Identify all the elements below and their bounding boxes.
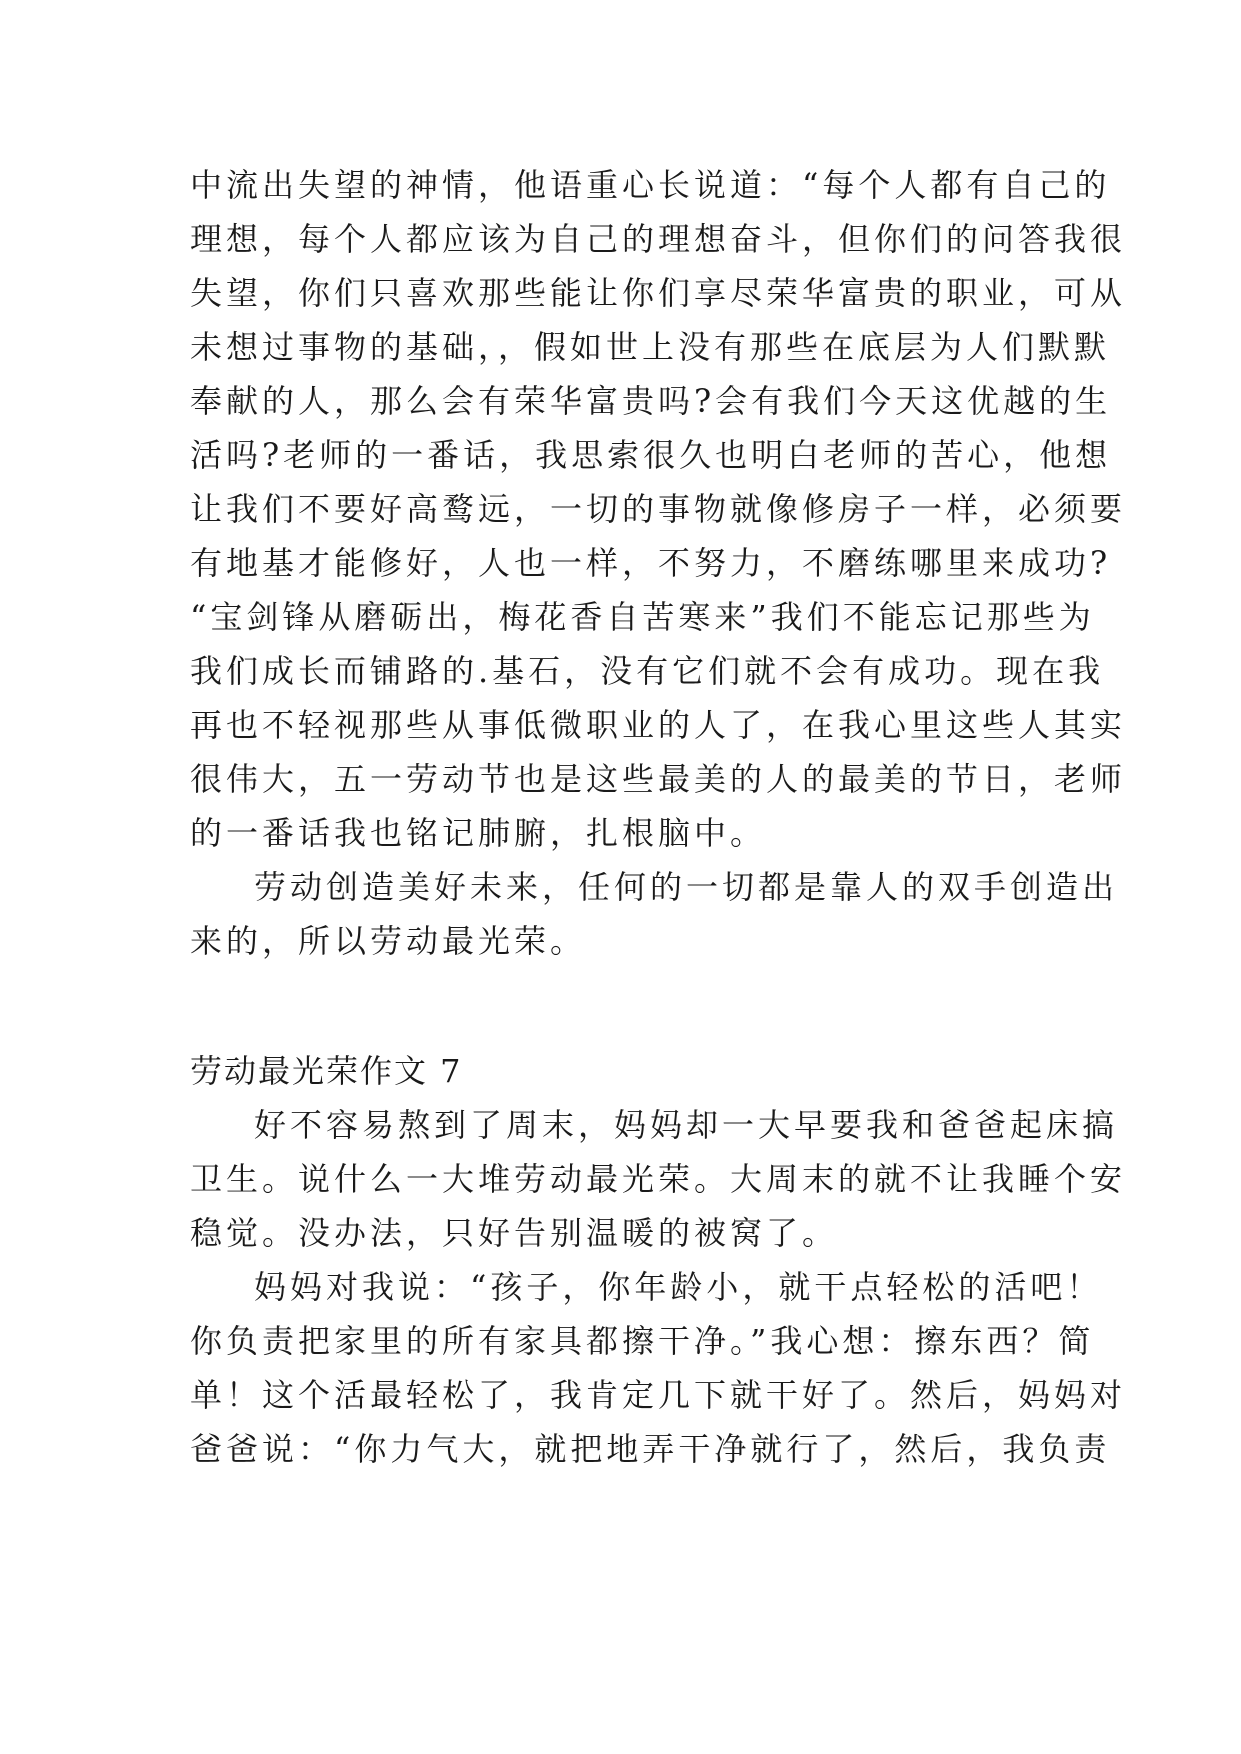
text-line: “宝剑锋从磨砺出，梅花香自苦寒来”我们不能忘记那些为 xyxy=(190,598,1095,636)
text-line: 有地基才能修好，人也一样，不努力，不磨练哪里来成功? xyxy=(190,544,1112,582)
text-line: 活吗?老师的一番话，我思索很久也明白老师的苦心，他想 xyxy=(190,436,1112,474)
text-line: 卫生。说什么一大堆劳动最光荣。大周末的就不让我睡个安 xyxy=(190,1160,1127,1198)
text-line: 妈妈对我说：“孩子，你年龄小，就干点轻松的活吧！ xyxy=(254,1268,1103,1306)
document-body xyxy=(190,158,1127,1476)
text-line: 单！这个活最轻松了，我肯定几下就干好了。然后，妈妈对 xyxy=(190,1376,1127,1414)
paragraph xyxy=(190,1098,1127,1260)
text-line: 稳觉。没办法，只好告别温暖的被窝了。 xyxy=(190,1214,839,1252)
section-title: 劳动最光荣作文 7 xyxy=(190,1052,463,1090)
text-line: 失望，你们只喜欢那些能让你们享尽荣华富贵的职业，可从 xyxy=(190,274,1127,312)
text-line: 很伟大，五一劳动节也是这些最美的人的最美的节日，老师 xyxy=(190,760,1127,798)
text-line: 理想，每个人都应该为自己的理想奋斗，但你们的问答我很 xyxy=(190,220,1127,258)
text-line: 的一番话我也铭记肺腑，扎根脑中。 xyxy=(190,814,767,852)
text-line: 我们成长而铺路的.基石，没有它们就不会有成功。现在我 xyxy=(190,652,1105,690)
text-line: 你负责把家里的所有家具都擦干净。”我心想：擦东西？简 xyxy=(190,1322,1095,1360)
text-line: 中流出失望的神情，他语重心长说道：“每个人都有自己的 xyxy=(190,166,1111,204)
text-line: 好不容易熬到了周末，妈妈却一大早要我和爸爸起床搞 xyxy=(254,1106,1119,1144)
text-line: 爸爸说：“你力气大，就把地弄干净就行了，然后，我负责 xyxy=(190,1430,1111,1468)
text-line: 再也不轻视那些从事低微职业的人了，在我心里这些人其实 xyxy=(190,706,1127,744)
text-line: 未想过事物的基础，，假如世上没有那些在底层为人们默默 xyxy=(190,328,1111,366)
section-spacer xyxy=(190,968,1070,1044)
paragraph-conclusion xyxy=(190,860,1119,968)
text-line: 来的，所以劳动最光荣。 xyxy=(190,922,587,960)
text-line: 让我们不要好高鹜远，一切的事物就像修房子一样，必须要 xyxy=(190,490,1127,528)
text-line: 劳动创造美好未来，任何的一切都是靠人的双手创造出 xyxy=(254,868,1119,906)
paragraph xyxy=(190,1260,1127,1476)
text-line: 奉献的人，那么会有荣华富贵吗?会有我们今天这优越的生 xyxy=(190,382,1112,420)
paragraph-continuation xyxy=(190,158,1127,860)
